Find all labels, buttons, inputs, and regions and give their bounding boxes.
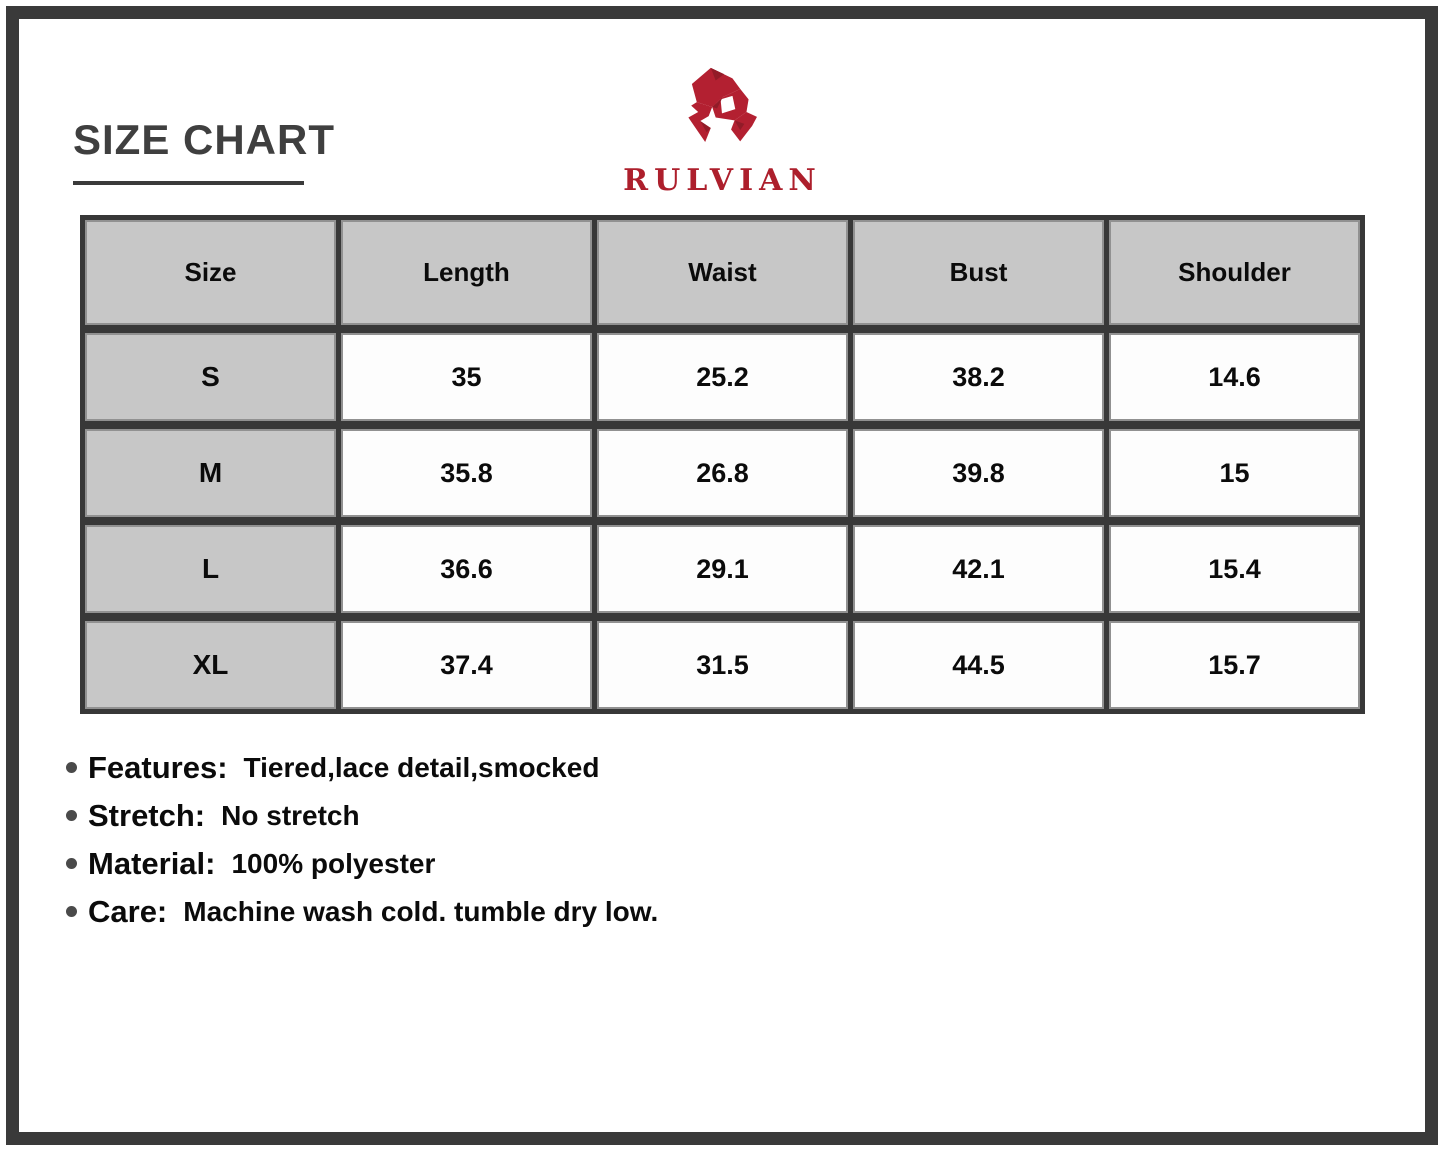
- size-label-xl: XL: [87, 623, 334, 707]
- bullet-icon: [66, 858, 77, 869]
- bullet-icon: [66, 762, 77, 773]
- measurement-length-xl: 37.4: [343, 623, 590, 707]
- product-notes: [66, 748, 658, 940]
- note-value: No stretch: [221, 799, 360, 831]
- column-header-shoulder: Shoulder: [1111, 222, 1358, 323]
- note-label: Care:: [88, 893, 168, 929]
- note-label: Features:: [88, 749, 228, 785]
- measurement-waist-l: 29.1: [599, 527, 846, 611]
- bullet-icon: [66, 906, 77, 917]
- measurement-bust-xl: 44.5: [855, 623, 1102, 707]
- rulvian-r-mark-icon: [673, 50, 771, 162]
- brand-wordmark: RULVIAN: [623, 163, 822, 198]
- column-header-waist: Waist: [599, 222, 846, 323]
- title-underline: [73, 181, 304, 185]
- size-label-s: S: [87, 335, 334, 419]
- measurement-waist-m: 26.8: [599, 431, 846, 515]
- measurement-length-s: 35: [343, 335, 590, 419]
- note-features: [66, 748, 658, 787]
- bullet-icon: [66, 810, 77, 821]
- note-value: 100% polyester: [231, 847, 436, 879]
- measurement-shoulder-xl: 15.7: [1111, 623, 1358, 707]
- measurement-bust-s: 38.2: [855, 335, 1102, 419]
- note-label: Material:: [88, 845, 216, 881]
- note-value: Machine wash cold. tumble dry low.: [183, 895, 659, 927]
- size-label-m: M: [87, 431, 334, 515]
- measurement-length-m: 35.8: [343, 431, 590, 515]
- brand-logo: [623, 50, 822, 198]
- note-value: Tiered,lace detail,smocked: [243, 751, 600, 783]
- note-material: [66, 844, 658, 883]
- page-title: SIZE CHART: [73, 116, 335, 163]
- column-header-size: Size: [87, 222, 334, 323]
- measurement-shoulder-m: 15: [1111, 431, 1358, 515]
- column-header-length: Length: [343, 222, 590, 323]
- measurement-shoulder-l: 15.4: [1111, 527, 1358, 611]
- note-care: [66, 892, 658, 931]
- note-stretch: [66, 796, 658, 835]
- size-label-l: L: [87, 527, 334, 611]
- column-header-bust: Bust: [855, 222, 1102, 323]
- measurement-waist-s: 25.2: [599, 335, 846, 419]
- note-label: Stretch:: [88, 797, 206, 833]
- size-chart-table: [80, 215, 1365, 714]
- measurement-bust-m: 39.8: [855, 431, 1102, 515]
- measurement-shoulder-s: 14.6: [1111, 335, 1358, 419]
- measurement-bust-l: 42.1: [855, 527, 1102, 611]
- measurement-length-l: 36.6: [343, 527, 590, 611]
- measurement-waist-xl: 31.5: [599, 623, 846, 707]
